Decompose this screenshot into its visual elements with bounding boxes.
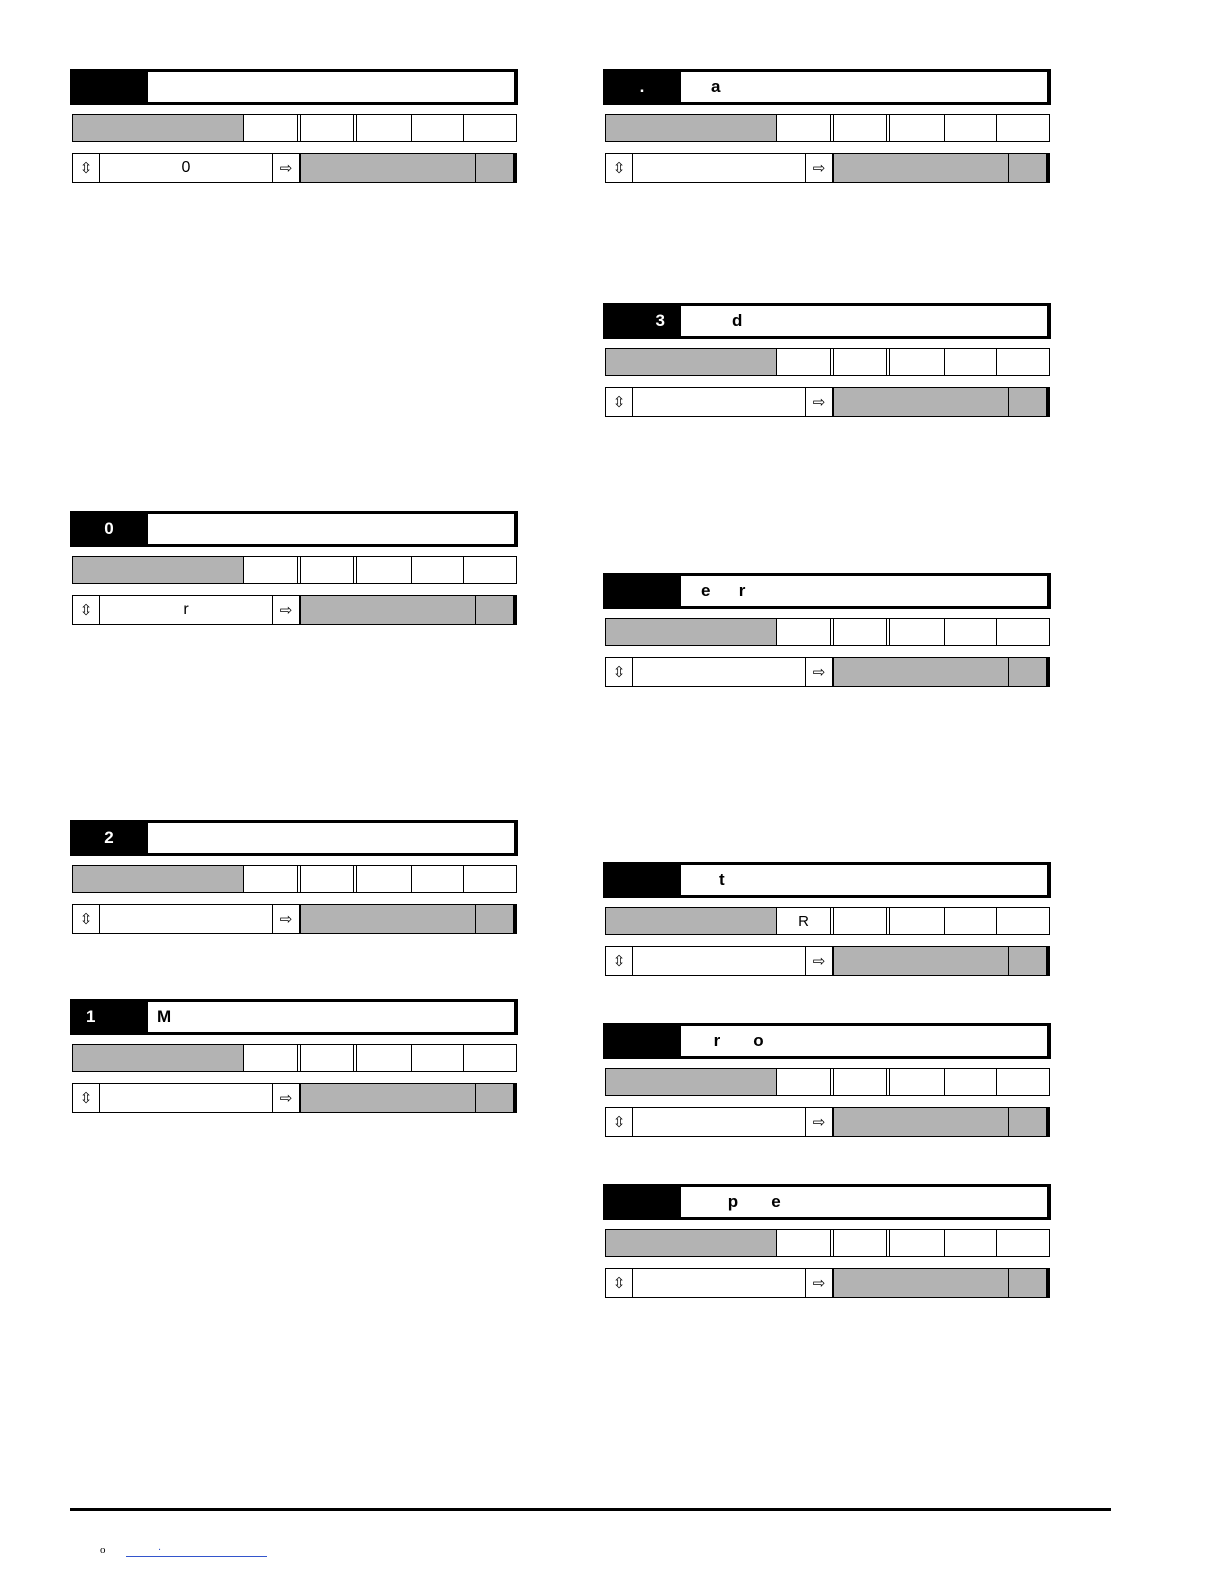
- param-block-4: [70, 999, 518, 1113]
- range-row: [72, 153, 517, 183]
- param-title: a: [681, 72, 1047, 102]
- range-row: [605, 946, 1050, 976]
- param-title: d: [681, 306, 1047, 336]
- param-title: [148, 514, 514, 544]
- param-block-3: [70, 820, 518, 934]
- attribute-cell: [777, 619, 831, 645]
- footer-link-text[interactable]: .: [158, 1541, 162, 1553]
- attribute-row: [605, 348, 1050, 376]
- attribute-row: [72, 114, 517, 142]
- param-header: [603, 1023, 1051, 1059]
- attribute-row: [605, 1229, 1050, 1257]
- range-row: [72, 1083, 517, 1113]
- right-arrow-icon: ⇨: [273, 154, 300, 182]
- footer-rule: [70, 1508, 1111, 1511]
- param-block-10: [603, 1184, 1051, 1298]
- attribute-cell: [777, 1069, 831, 1095]
- up-down-arrow-icon: ⇳: [606, 658, 633, 686]
- footer-mark: o: [100, 1544, 106, 1556]
- range-row: [605, 387, 1050, 417]
- footer-link[interactable]: [126, 1556, 267, 1557]
- param-header: [603, 69, 1051, 105]
- param-block-8: [603, 862, 1051, 976]
- param-number: [70, 69, 148, 105]
- param-number: 2: [104, 828, 114, 847]
- range-value: [633, 1108, 806, 1136]
- range-value: [633, 388, 806, 416]
- attribute-row: [605, 114, 1050, 142]
- attribute-cell: [244, 866, 298, 892]
- param-header: [603, 1184, 1051, 1220]
- range-value: r: [100, 596, 273, 624]
- right-arrow-icon: ⇨: [806, 388, 833, 416]
- attribute-row: [605, 1068, 1050, 1096]
- attribute-row: [72, 556, 517, 584]
- right-arrow-icon: ⇨: [806, 658, 833, 686]
- up-down-arrow-icon: ⇳: [73, 154, 100, 182]
- param-header: [603, 573, 1051, 609]
- param-number: [603, 1184, 681, 1220]
- right-arrow-icon: ⇨: [273, 1084, 300, 1112]
- range-row: [72, 904, 517, 934]
- attribute-cell: [777, 1230, 831, 1256]
- up-down-arrow-icon: ⇳: [606, 1269, 633, 1297]
- param-number: 1: [86, 1007, 96, 1026]
- param-number: 3: [655, 311, 665, 330]
- right-arrow-icon: ⇨: [806, 1269, 833, 1297]
- up-down-arrow-icon: ⇳: [73, 1084, 100, 1112]
- right-arrow-icon: ⇨: [806, 947, 833, 975]
- param-header: [603, 303, 1051, 339]
- param-number: [603, 1023, 681, 1059]
- range-value: [633, 658, 806, 686]
- param-title: M: [148, 1002, 514, 1032]
- param-title: [148, 72, 514, 102]
- up-down-arrow-icon: ⇳: [606, 947, 633, 975]
- param-header: [70, 69, 518, 105]
- range-value: [633, 947, 806, 975]
- right-arrow-icon: ⇨: [273, 905, 300, 933]
- up-down-arrow-icon: ⇳: [606, 388, 633, 416]
- attribute-row: [72, 1044, 517, 1072]
- param-title: [148, 823, 514, 853]
- param-block-5: [603, 69, 1051, 183]
- range-row: [605, 657, 1050, 687]
- param-block-2: [70, 511, 518, 625]
- up-down-arrow-icon: ⇳: [73, 596, 100, 624]
- attribute-cell: [244, 115, 298, 141]
- right-arrow-icon: ⇨: [273, 596, 300, 624]
- param-title: e r: [681, 576, 1047, 606]
- param-block-6: [603, 303, 1051, 417]
- range-value: [633, 1269, 806, 1297]
- attribute-cell: R: [777, 908, 831, 934]
- param-title: r o: [681, 1026, 1047, 1056]
- param-block-1: [70, 69, 518, 183]
- param-number: 0: [104, 519, 114, 538]
- param-header: [70, 820, 518, 856]
- range-row: [72, 595, 517, 625]
- up-down-arrow-icon: ⇳: [606, 1108, 633, 1136]
- param-number: [603, 862, 681, 898]
- param-block-9: [603, 1023, 1051, 1137]
- range-row: [605, 153, 1050, 183]
- param-header: [70, 999, 518, 1035]
- right-arrow-icon: ⇨: [806, 154, 833, 182]
- range-row: [605, 1268, 1050, 1298]
- param-number: .: [639, 77, 645, 96]
- param-title: t: [681, 865, 1047, 895]
- attribute-cell: [244, 1045, 298, 1071]
- range-value: 0: [100, 154, 273, 182]
- attribute-cell: [777, 349, 831, 375]
- param-header: [70, 511, 518, 547]
- range-value: [633, 154, 806, 182]
- param-title: p e: [681, 1187, 1047, 1217]
- range-row: [605, 1107, 1050, 1137]
- attribute-row: [605, 907, 1050, 935]
- range-value: [100, 905, 273, 933]
- param-number: [603, 573, 681, 609]
- attribute-row: [605, 618, 1050, 646]
- up-down-arrow-icon: ⇳: [73, 905, 100, 933]
- param-header: [603, 862, 1051, 898]
- attribute-cell: [777, 115, 831, 141]
- param-block-7: [603, 573, 1051, 687]
- attribute-cell: [244, 557, 298, 583]
- attribute-row: [72, 865, 517, 893]
- right-arrow-icon: ⇨: [806, 1108, 833, 1136]
- up-down-arrow-icon: ⇳: [606, 154, 633, 182]
- range-value: [100, 1084, 273, 1112]
